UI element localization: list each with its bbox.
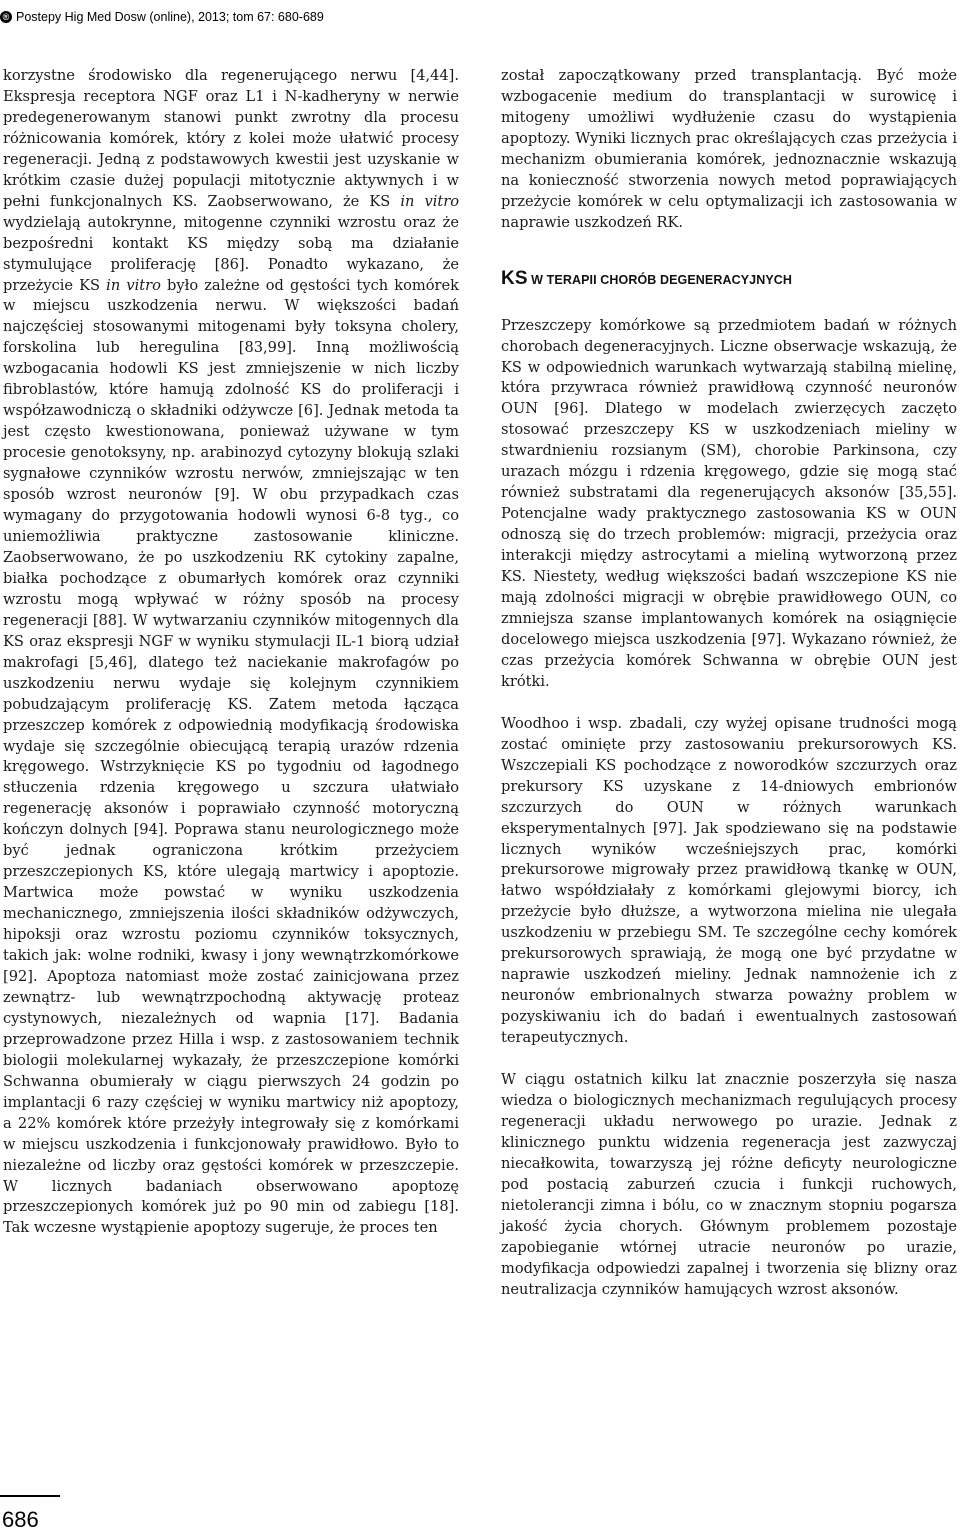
left-column bbox=[3, 66, 459, 1239]
right-paragraph-1: został zapoczątkowany przed transplantacją. Być może wzbogacenie medium do transplantacji w surowicę i mitogeny umożliwi wydłużenie czasu do wystąpienia apoptozy. Wyniki licznych prac określających czas przeżycia i mechanizm obumierania komórek, jednoznacznie wskazują na konieczność stworzenia nowych metod poprawiających przeżycie komórek w celu optymalizacji ich zastosowania w naprawie uszkodzeń RK. bbox=[501, 67, 957, 231]
page-number: 686 bbox=[2, 1507, 39, 1532]
right-paragraph-2: Przeszczepy komórkowe są przedmiotem badań w różnych chorobach degeneracyjnych. Liczne obserwacje wskazują, że KS w odpowiednich warunkach wytwarzają stabilną mielinę, która przywraca również prawidłową czynność neuronów OUN [96]. Dlatego w modelach zwierzęcych zaczęto stosować przeszczepy KS w uszkodzeniach mieliny w stwardnieniu rozsianym (SM), chorobie Parkinsona, czy urazach mózgu i rdzenia kręgowego, gdzie się mogą stać również substratami dla regenerujących aksonów [35,55]. Potencjalne wady praktycznego zastosowania KS w OUN odnoszą się do trzech problemów: migracji, przeżycia oraz interakcji między astrocytami a mieliną wytworzoną przez KS. Niestety, według większości badań wszczepione KS nie mają zdolności migracji w obrębie prawidłowego OUN, co zmniejsza szanse implantowanych komórek na osiągnięcie docelowego miejsca uszkodzenia [97]. Wykazano również, że czas przeżycia komórek Schwanna w obrębie OUN jest krótki. bbox=[501, 316, 957, 690]
running-title: Postepy Hig Med Dosw (online), 2013; tom 67: 680-689 bbox=[16, 10, 324, 24]
section-heading-abbrev: KS bbox=[501, 267, 528, 289]
registered-logo-icon: ® bbox=[0, 11, 12, 23]
right-column bbox=[501, 66, 957, 1301]
section-heading bbox=[501, 269, 957, 290]
italic-term: in vitro bbox=[400, 192, 460, 210]
text-run: korzystne środowisko dla regenerującego nerwu [4,44]. Ekspresja receptora NGF oraz L1 i N-kadheryny w nerwie predegenerowanym stanowi punkt zwrotny dla procesu różnicowania komórek, który z kolei może ułatwić procesy regeneracji. Jedną z podstawowych kwestii jest uzyskanie w krótkim czasie dużej populacji mitotycznie aktywnych i w pełni funkcjonalnych KS. Zaobserwowano, że KS bbox=[3, 67, 459, 210]
left-paragraph-1 bbox=[3, 66, 459, 1239]
right-paragraph-4: W ciągu ostatnich kilku lat znacznie poszerzyła się nasza wiedza o biologicznych mechanizmach regulujących procesy regeneracji układu nerwowego po urazie. Jednak z klinicznego punktu widzenia regeneracja jest zazwyczaj niecałkowita, towarzyszą jej różne deficyty neurologiczne pod postacią zaburzeń czucia i funkcji ruchowych, nietolerancji zimna i bólu, co w znacznym stopniu pogarsza jakość życia chorych. Głównym problemem pozostaje zapobieganie wtórnej utracie neuronów po urazie, modyfikacja odpowiedzi zapalnej i tworzenia się blizny oraz neutralizacja czynników hamujących wzrost aksonów. bbox=[501, 1071, 957, 1298]
running-header bbox=[0, 10, 324, 24]
right-paragraph-3: Woodhoo i wsp. zbadali, czy wyżej opisane trudności mogą zostać ominięte przy zastosowaniu prekursorowych KS. Wszczepiali KS pochodzące z noworodków szczurzych oraz prekursory KS uzyskane z 14-dniowych embrionów szczurzych do OUN w różnych warunkach eksperymentalnych [97]. Jak spodziewano się na podstawie licznych wyników wcześniejszych prac, komórki prekursorowe migrowały przez prawidłową tkankę w OUN, łatwo współdziałały z komórkami glejowymi biorcy, ich przeżycie było dłuższe, a wytworzona mielina nie ulegała uszkodzeniu w przebiegu SM. Te szczególne cechy komórek prekursorowych sprawiają, że mogą one być przydatne w naprawie uszkodzeń mieliny. Jednak namnożenie ich z neuronów embrionalnych stwarza poważny problem w pozyskiwaniu ich do badań i ewentualnych zastosowań terapeutycznych. bbox=[501, 714, 957, 1047]
text-run: było zależne od gęstości tych komórek w miejscu uszkodzenia nerwu. W większości badań najczęściej stosowanymi mitogenami były toksyna cholery, forskolina lub heregulina [83,99]. Inną możliwością wzbogacania hodowli KS jest zmniejszenie w nich liczby fibroblastów, które hamują zdolność KS do proliferacji i współzawodniczą o składniki odżywcze [6]. Jednak metoda ta jest często kwestionowana, ponieważ używane w tym procesie genotoksyny, np. arabinozyd cytozyny blokują szlaki sygnałowe czynników wzrostu nerwów, zmniejszając w ten sposób wzrost neuronów [9]. W obu przypadkach czas wymagany do przygotowania hodowli wynosi 6-8 tyg., co uniemożliwia praktyczne zastosowanie kliniczne. Zaobserwowano, że po uszkodzeniu RK cytokiny zapalne, białka pochodzące z obumarłych komórek oraz czynniki wzrostu mogą wpływać w różny sposób na procesy regeneracji [88]. W wytwarzaniu czynników mitogennych dla KS oraz ekspresji NGF w wyniku stymulacji IL-1 biorą udział makrofagi [5,46], dlatego też naciekanie makrofagów po uszkodzeniu nerwu wydaje się kolejnym czynnikiem pobudzającym proliferację KS. Zatem metoda łącząca przeszczep komórek z odpowiednią modyfikacją środowiska wydaje się szczególnie obiecującą terapią urazów rdzenia kręgowego. Wstrzyknięcie KS po tygodniu od łagodnego stłuczenia rdzenia kręgowego u szczura ułatwiało regenerację aksonów i poprawiało czynność motoryczną kończyn dolnych [94]. Poprawa stanu neurologicznego może być jednak ograniczona krótkim przeżyciem przeszczepionych KS, które ulegają martwicy i apoptozie. Martwica może powstać w wyniku uszkodzenia mechanicznego, zmniejszenia ilości składników odżywczych, hipoksji oraz wzrostu poziomu czynników toksycznych, takich jak: wolne rodniki, kwasy i jony wewnątrzkomórkowe [92]. Apoptoza natomiast może zostać zainicjowana przez zewnątrz- lub wewnątrzpochodną aktywację proteaz cystynowych, niezależnych od wapnia [17]. Badania przeprowadzone przez Hilla i wsp. z zastosowaniem technik biologii molekularnej wykazały, że przeszczepione komórki Schwanna obumierały w ciągu pierwszych 24 godzin po implantacji 6 razy częściej w wyniku martwicy niż apoptozy, a 22% komórek które przeżyły integrowały się z komórkami w miejscu uszkodzenia i funkcjonowały prawidłowo. Było to niezależne od liczby oraz gęstości komórek w przeszczepie. W licznych badaniach obserwowano apoptozę przeszczepionych komórek już po 90 min od zabiegu [18]. Tak wczesne wystąpienie apoptozy sugeruje, że proces ten bbox=[3, 276, 460, 1237]
italic-term: in vitro bbox=[106, 276, 161, 294]
section-heading-rest: W TERAPII CHORÓB DEGENERACYJNYCH bbox=[527, 272, 793, 287]
text-run: wydzielają autokrynne, mitogenne czynniki wzrostu oraz że bezpośredni kontakt KS między sobą ma działanie stymulujące proliferację [86]. Ponadto wykazano, że przeżycie KS bbox=[3, 213, 459, 294]
footer-rule bbox=[0, 1495, 60, 1497]
